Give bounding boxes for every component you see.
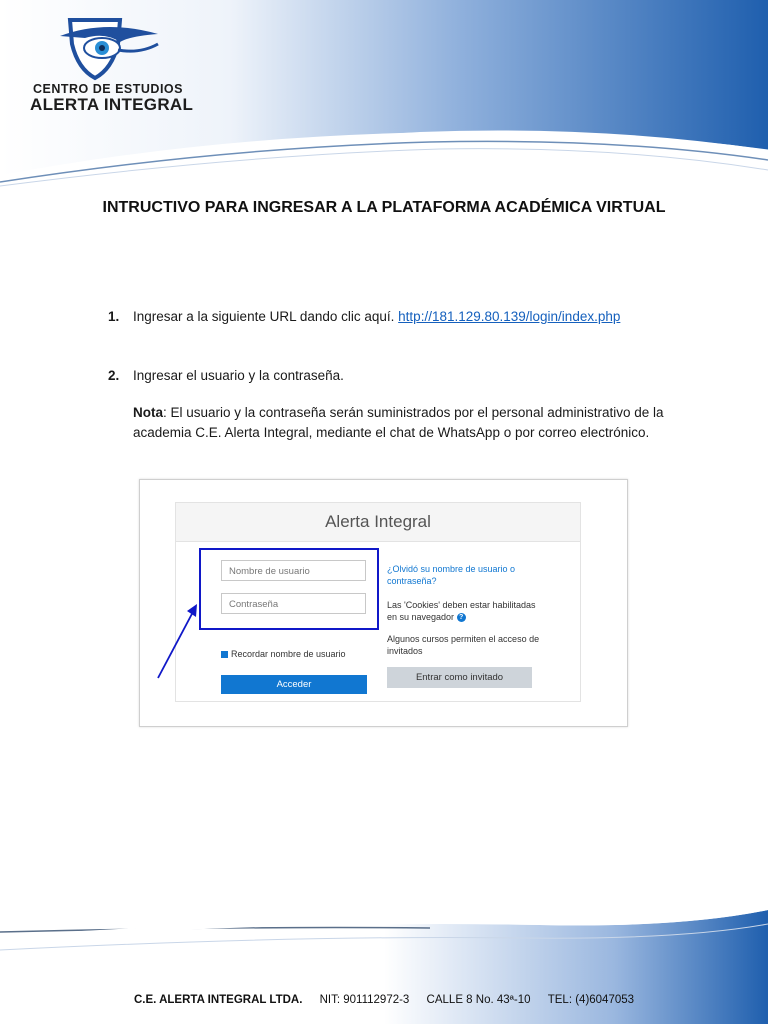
- help-icon[interactable]: ?: [457, 613, 466, 622]
- login-site-title: Alerta Integral: [176, 503, 580, 542]
- guest-login-button[interactable]: Entrar como invitado: [387, 667, 532, 688]
- guest-notice: Algunos cursos permiten el acceso de invitados: [387, 634, 540, 656]
- footer-company: C.E. ALERTA INTEGRAL LTDA.: [133, 994, 303, 1006]
- step-1: [108, 307, 620, 327]
- step-2-number: 2.: [108, 368, 120, 383]
- logo-line2: ALERTA INTEGRAL: [30, 95, 194, 114]
- page-header: [0, 0, 768, 195]
- cookies-notice: [387, 599, 547, 623]
- footer-nit: NIT: 901112972-3: [319, 994, 410, 1006]
- document-title: INTRUCTIVO PARA INGRESAR A LA PLATAFORMA ACADÉMICA VIRTUAL: [102, 199, 666, 216]
- username-input[interactable]: Nombre de usuario: [221, 560, 366, 581]
- note-paragraph: [133, 403, 673, 443]
- remember-username-checkbox[interactable]: [221, 649, 346, 659]
- pointer-arrow-icon: [150, 600, 200, 682]
- remember-label: Recordar nombre de usuario: [231, 649, 346, 659]
- footer-phone: TEL: (4)6047053: [547, 994, 635, 1006]
- footer-address: CALLE 8 No. 43ª-10: [426, 994, 531, 1006]
- checkbox-icon: [221, 651, 228, 658]
- footer-contact-line: [0, 994, 768, 1006]
- logo-line1: CENTRO DE ESTUDIOS: [33, 82, 183, 96]
- login-button[interactable]: Acceder: [221, 675, 367, 694]
- note-text: : El usuario y la contraseña serán suministrados por el personal administrativo de la academia C.E. Alerta Integral, mediante el chat de WhatsApp o por correo electrónico.: [133, 405, 664, 440]
- step-2: [108, 366, 344, 386]
- step-1-number: 1.: [108, 309, 120, 324]
- page-footer: [0, 890, 768, 1024]
- note-label: Nota: [133, 405, 163, 420]
- password-input[interactable]: Contraseña: [221, 593, 366, 614]
- login-url-link[interactable]: http://181.129.80.139/login/index.php: [398, 309, 621, 324]
- credentials-highlight-box: [199, 548, 379, 630]
- step-1-text: Ingresar a la siguiente URL dando clic aquí.: [133, 309, 395, 324]
- cookies-notice-text: Las 'Cookies' deben estar habilitadas en su navegador: [387, 600, 536, 622]
- step-2-text: Ingresar el usuario y la contraseña.: [133, 368, 344, 383]
- forgot-password-link[interactable]: ¿Olvidó su nombre de usuario o contraseña?: [387, 564, 516, 586]
